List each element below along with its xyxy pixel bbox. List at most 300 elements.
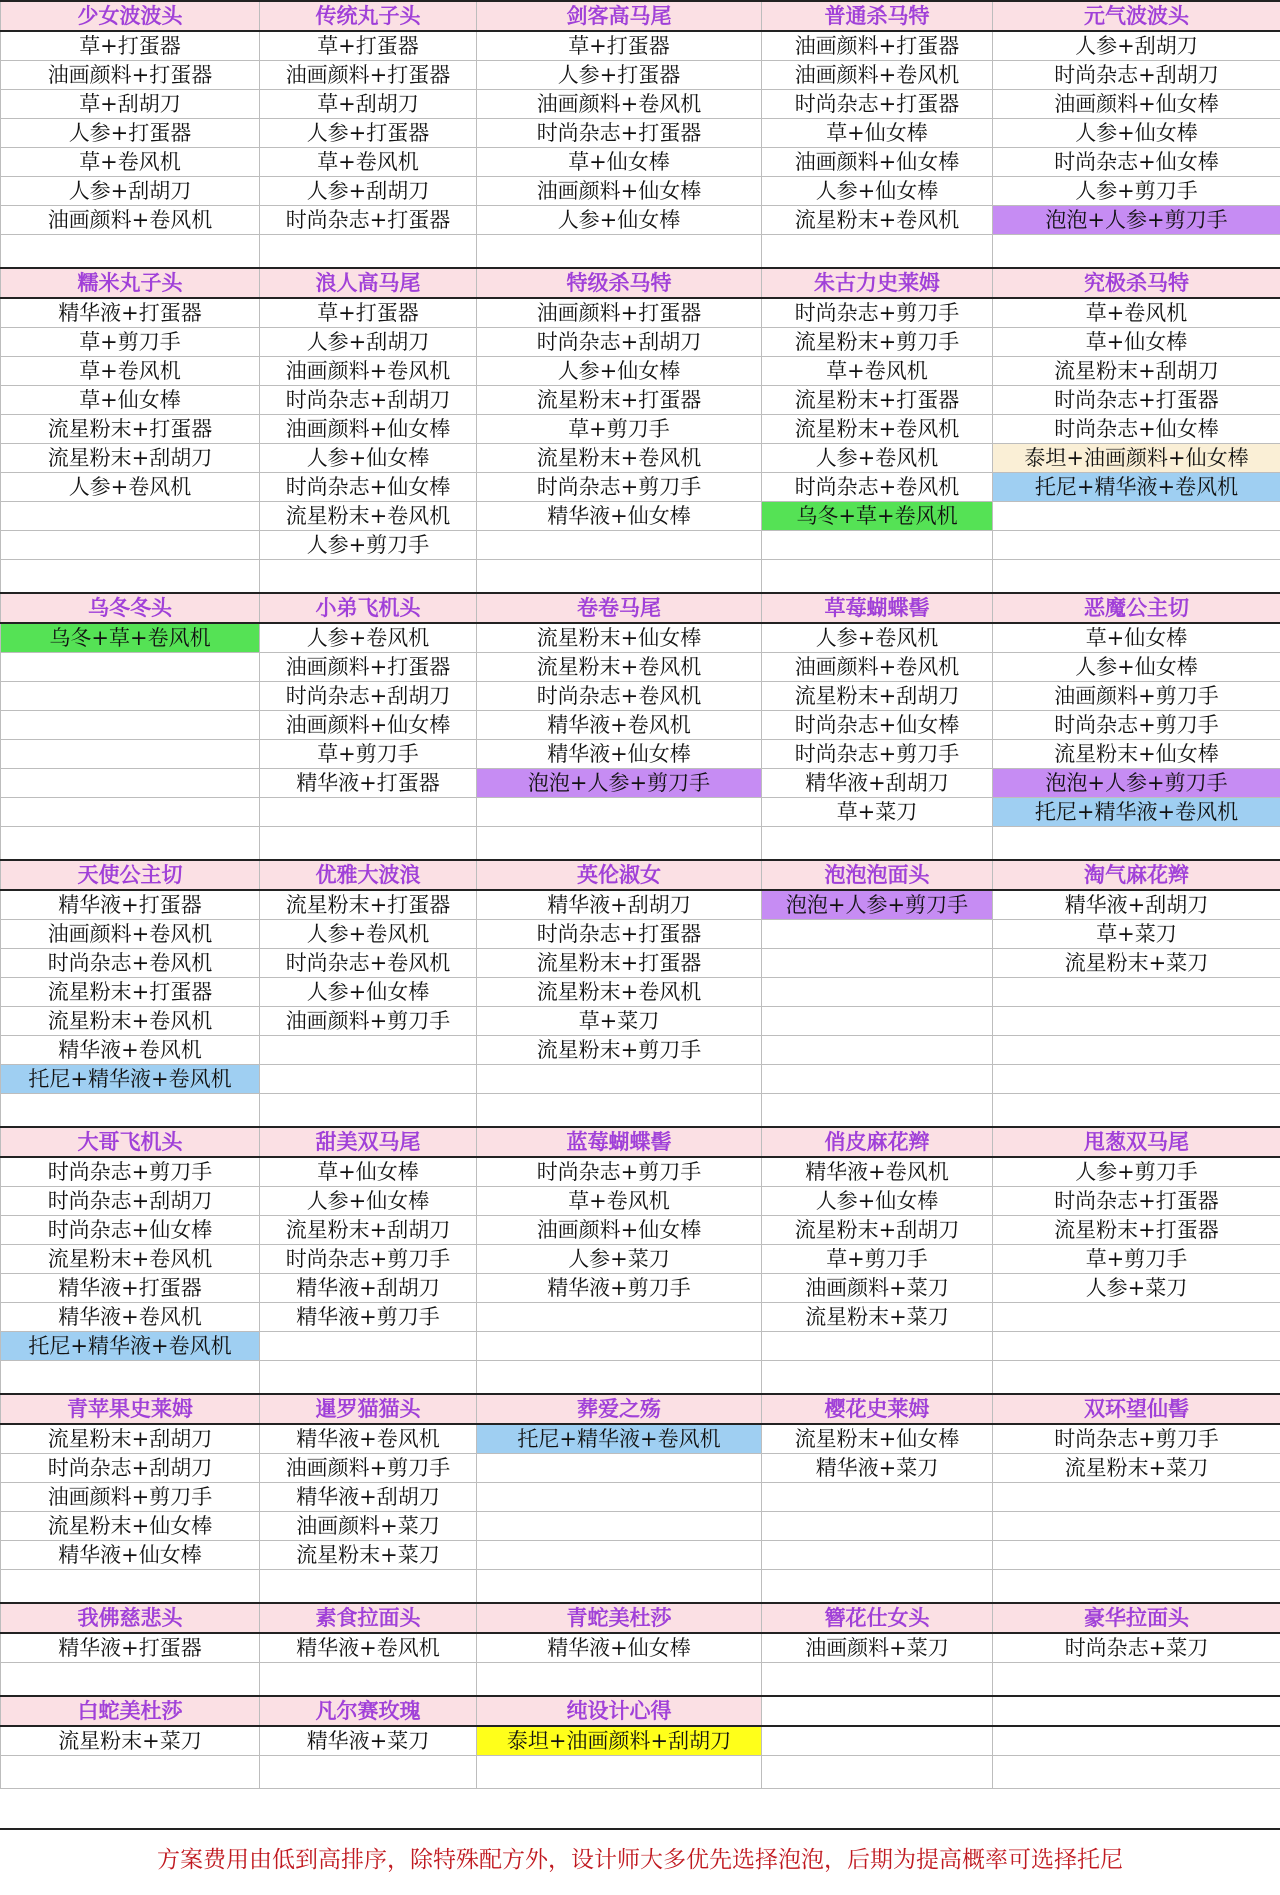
recipe-cell: 草+打蛋器: [260, 31, 477, 61]
recipe-cell: 精华液+打蛋器: [1, 1274, 260, 1303]
recipe-cell: 流星粉末+刮胡刀: [993, 357, 1280, 386]
recipe-cell: 草+仙女棒: [762, 119, 993, 148]
empty-cell: [260, 798, 477, 827]
empty-cell: [1, 560, 260, 594]
recipe-row: [1, 502, 1280, 531]
empty-cell: [762, 978, 993, 1007]
empty-cell: [260, 560, 477, 594]
recipe-cell: 精华液+仙女棒: [477, 740, 762, 769]
recipe-cell: 流星粉末+打蛋器: [477, 949, 762, 978]
empty-cell: [993, 1663, 1280, 1697]
empty-cell: [1, 1570, 260, 1604]
recipe-cell: 草+仙女棒: [993, 328, 1280, 357]
recipe-cell: 草+仙女棒: [260, 1157, 477, 1187]
recipe-cell: 人参+仙女棒: [260, 444, 477, 473]
recipe-cell: 人参+仙女棒: [762, 177, 993, 206]
empty-cell: [762, 560, 993, 594]
hairstyle-name: [993, 1696, 1280, 1726]
header-row: [1, 1603, 1280, 1633]
empty-cell: [762, 531, 993, 560]
recipe-cell: 人参+仙女棒: [477, 357, 762, 386]
recipe-cell: 草+剪刀手: [762, 1245, 993, 1274]
header-row: [1, 1, 1280, 31]
empty-cell: [477, 1094, 762, 1128]
empty-cell: [477, 1454, 762, 1483]
recipe-cell: 精华液+打蛋器: [1, 298, 260, 328]
recipe-cell: 流星粉末+仙女棒: [993, 740, 1280, 769]
recipe-cell: 流星粉末+菜刀: [762, 1303, 993, 1332]
recipe-cell: 草+剪刀手: [477, 415, 762, 444]
hairstyle-name: 卷卷马尾: [477, 593, 762, 623]
empty-cell: [762, 1570, 993, 1604]
recipe-row: [1, 415, 1280, 444]
hairstyle-name: 糯米丸子头: [1, 268, 260, 298]
recipe-cell: 流星粉末+仙女棒: [1, 1512, 260, 1541]
recipe-cell: 油画颜料+菜刀: [260, 1512, 477, 1541]
recipe-row: [1, 1541, 1280, 1570]
recipe-row: [1, 444, 1280, 473]
empty-cell: [762, 1007, 993, 1036]
recipe-cell: 时尚杂志+菜刀: [993, 1633, 1280, 1663]
empty-cell: [477, 560, 762, 594]
empty-cell: [1, 798, 260, 827]
empty-cell: [762, 1663, 993, 1697]
empty-cell: [993, 1332, 1280, 1361]
hairstyle-name: 优雅大波浪: [260, 860, 477, 890]
recipe-cell: 精华液+仙女棒: [477, 502, 762, 531]
recipe-cell: 人参+仙女棒: [762, 1187, 993, 1216]
recipe-cell: 草+打蛋器: [260, 298, 477, 328]
hairstyle-name: 浪人高马尾: [260, 268, 477, 298]
recipe-cell: 时尚杂志+打蛋器: [260, 206, 477, 235]
recipe-row: [1, 1065, 1280, 1094]
recipe-cell: 时尚杂志+剪刀手: [477, 473, 762, 502]
empty-cell: [762, 1065, 993, 1094]
hairstyle-name: 英伦淑女: [477, 860, 762, 890]
recipe-cell: 人参+卷风机: [260, 920, 477, 949]
recipe-cell: 油画颜料+卷风机: [1, 206, 260, 235]
recipe-cell: 草+菜刀: [762, 798, 993, 827]
hairstyle-name: 青蛇美杜莎: [477, 1603, 762, 1633]
recipe-row: [1, 90, 1280, 119]
empty-cell: [1, 827, 260, 861]
recipe-cell: 油画颜料+卷风机: [762, 61, 993, 90]
recipe-cell: 时尚杂志+打蛋器: [477, 119, 762, 148]
recipe-cell: 流星粉末+刮胡刀: [260, 1216, 477, 1245]
hairstyle-name: 纯设计心得: [477, 1696, 762, 1726]
hairstyle-name: 特级杀马特: [477, 268, 762, 298]
hairstyle-name: 凡尔赛玫瑰: [260, 1696, 477, 1726]
hairstyle-name: 双环望仙髻: [993, 1394, 1280, 1424]
recipe-row: [1, 740, 1280, 769]
recipe-row: [1, 1187, 1280, 1216]
recipe-row: [1, 798, 1280, 827]
recipe-row: [1, 386, 1280, 415]
hairstyle-name: 草莓蝴蝶髻: [762, 593, 993, 623]
empty-cell: [477, 1361, 762, 1395]
recipe-cell: 人参+仙女棒: [993, 653, 1280, 682]
recipe-cell: 油画颜料+打蛋器: [260, 653, 477, 682]
hairstyle-name: 甜美双马尾: [260, 1127, 477, 1157]
recipe-cell: 时尚杂志+刮胡刀: [1, 1187, 260, 1216]
hairstyle-name: 俏皮麻花辫: [762, 1127, 993, 1157]
recipe-cell: 草+仙女棒: [1, 386, 260, 415]
empty-cell: [1, 531, 260, 560]
recipe-row: [1, 148, 1280, 177]
recipe-cell: 油画颜料+卷风机: [762, 653, 993, 682]
recipe-row: [1, 357, 1280, 386]
recipe-cell: 时尚杂志+剪刀手: [477, 1157, 762, 1187]
hairstyle-name: 恶魔公主切: [993, 593, 1280, 623]
recipe-row: [1, 61, 1280, 90]
recipe-cell: 时尚杂志+剪刀手: [260, 1245, 477, 1274]
recipe-row: [1, 682, 1280, 711]
recipe-cell: 精华液+剪刀手: [477, 1274, 762, 1303]
empty-cell: [1, 502, 260, 531]
recipe-cell: 草+卷风机: [1, 148, 260, 177]
recipe-cell: 草+菜刀: [993, 920, 1280, 949]
recipe-cell: 人参+仙女棒: [260, 1187, 477, 1216]
recipe-cell: 精华液+菜刀: [260, 1726, 477, 1756]
empty-cell: [762, 1094, 993, 1128]
hairstyle-name: 天使公主切: [1, 860, 260, 890]
recipe-cell: 人参+剪刀手: [993, 1157, 1280, 1187]
empty-cell: [260, 1756, 477, 1789]
recipe-cell: 人参+卷风机: [260, 623, 477, 653]
recipe-cell: 草+卷风机: [993, 298, 1280, 328]
recipe-cell: 人参+卷风机: [762, 444, 993, 473]
empty-cell: [477, 1303, 762, 1332]
recipe-cell: 流星粉末+卷风机: [477, 978, 762, 1007]
recipe-row: [1, 1036, 1280, 1065]
recipe-cell: 人参+打蛋器: [477, 61, 762, 90]
recipe-cell: 油画颜料+剪刀手: [1, 1483, 260, 1512]
recipe-cell: 精华液+剪刀手: [260, 1303, 477, 1332]
empty-cell: [762, 1512, 993, 1541]
recipe-row: [1, 119, 1280, 148]
recipe-cell: 草+剪刀手: [260, 740, 477, 769]
hairstyle-name: 甩葱双马尾: [993, 1127, 1280, 1157]
recipe-cell: 流星粉末+仙女棒: [762, 1424, 993, 1454]
recipe-cell: 流星粉末+卷风机: [762, 206, 993, 235]
recipe-cell: 油画颜料+仙女棒: [260, 415, 477, 444]
recipe-cell: 泡泡+人参+剪刀手: [762, 890, 993, 920]
recipe-cell: 草+打蛋器: [477, 31, 762, 61]
hairstyle-name: 素食拉面头: [260, 1603, 477, 1633]
recipe-cell: 人参+打蛋器: [1, 119, 260, 148]
recipe-cell: 托尼+精华液+卷风机: [477, 1424, 762, 1454]
empty-cell: [762, 235, 993, 269]
recipe-cell: 精华液+刮胡刀: [260, 1483, 477, 1512]
recipe-cell: 流星粉末+卷风机: [477, 653, 762, 682]
recipe-cell: 精华液+卷风机: [260, 1633, 477, 1663]
recipe-cell: 精华液+卷风机: [260, 1424, 477, 1454]
recipe-row: [1, 206, 1280, 235]
empty-cell: [260, 1036, 477, 1065]
hairstyle-name: 剑客高马尾: [477, 1, 762, 31]
recipe-row: [1, 1216, 1280, 1245]
recipe-row: [1, 1245, 1280, 1274]
empty-cell: [762, 1541, 993, 1570]
recipe-cell: 精华液+刮胡刀: [477, 890, 762, 920]
recipe-cell: 时尚杂志+仙女棒: [1, 1216, 260, 1245]
empty-cell: [260, 1361, 477, 1395]
hairstyle-name: 葬爱之殇: [477, 1394, 762, 1424]
recipe-row: [1, 1274, 1280, 1303]
recipe-row: [1, 1157, 1280, 1187]
recipe-row: [1, 1303, 1280, 1332]
spacer-row: [1, 1361, 1280, 1395]
recipe-cell: 人参+打蛋器: [260, 119, 477, 148]
recipe-cell: 人参+菜刀: [993, 1274, 1280, 1303]
recipe-cell: 泡泡+人参+剪刀手: [993, 206, 1280, 235]
recipe-cell: 泡泡+人参+剪刀手: [477, 769, 762, 798]
recipe-cell: 流星粉末+菜刀: [993, 949, 1280, 978]
header-row: [1, 860, 1280, 890]
recipe-cell: 时尚杂志+打蛋器: [993, 386, 1280, 415]
recipe-cell: 流星粉末+刮胡刀: [1, 444, 260, 473]
recipe-cell: 油画颜料+打蛋器: [1, 61, 260, 90]
recipe-cell: 流星粉末+菜刀: [260, 1541, 477, 1570]
recipe-cell: 时尚杂志+刮胡刀: [1, 1454, 260, 1483]
empty-cell: [260, 1332, 477, 1361]
hairstyle-name: 普通杀马特: [762, 1, 993, 31]
recipe-cell: 流星粉末+菜刀: [1, 1726, 260, 1756]
recipe-row: [1, 473, 1280, 502]
recipe-row: [1, 1633, 1280, 1663]
empty-cell: [762, 1361, 993, 1395]
empty-cell: [993, 502, 1280, 531]
recipe-cell: 托尼+精华液+卷风机: [1, 1065, 260, 1094]
recipe-cell: 流星粉末+剪刀手: [762, 328, 993, 357]
recipe-cell: 精华液+刮胡刀: [993, 890, 1280, 920]
recipe-row: [1, 328, 1280, 357]
recipe-cell: 流星粉末+仙女棒: [477, 623, 762, 653]
hairstyle-name: 樱花史莱姆: [762, 1394, 993, 1424]
recipe-cell: 油画颜料+仙女棒: [260, 711, 477, 740]
recipe-row: [1, 653, 1280, 682]
empty-cell: [993, 827, 1280, 861]
recipe-cell: 流星粉末+刮胡刀: [762, 1216, 993, 1245]
empty-cell: [477, 1332, 762, 1361]
empty-cell: [1, 711, 260, 740]
spacer-row: [1, 560, 1280, 594]
empty-cell: [1, 235, 260, 269]
hairstyle-name: 少女波波头: [1, 1, 260, 31]
empty-cell: [477, 1663, 762, 1697]
recipe-row: [1, 711, 1280, 740]
recipe-row: [1, 1332, 1280, 1361]
recipe-cell: 流星粉末+卷风机: [762, 415, 993, 444]
empty-cell: [993, 1065, 1280, 1094]
hairstyle-name: 传统丸子头: [260, 1, 477, 31]
empty-cell: [1, 740, 260, 769]
empty-cell: [477, 1756, 762, 1789]
recipe-cell: 人参+菜刀: [477, 1245, 762, 1274]
empty-cell: [993, 1570, 1280, 1604]
recipe-cell: 精华液+菜刀: [762, 1454, 993, 1483]
empty-cell: [477, 235, 762, 269]
recipe-cell: 时尚杂志+刮胡刀: [260, 682, 477, 711]
empty-cell: [477, 1483, 762, 1512]
spacer-row: [1, 235, 1280, 269]
recipe-row: [1, 769, 1280, 798]
recipe-cell: 油画颜料+剪刀手: [260, 1454, 477, 1483]
recipe-cell: 乌冬+草+卷风机: [762, 502, 993, 531]
recipe-cell: 人参+刮胡刀: [260, 328, 477, 357]
recipe-cell: 精华液+卷风机: [477, 711, 762, 740]
recipe-cell: 精华液+卷风机: [762, 1157, 993, 1187]
recipe-row: [1, 531, 1280, 560]
recipe-cell: 草+卷风机: [260, 148, 477, 177]
empty-cell: [993, 531, 1280, 560]
recipe-row: [1, 920, 1280, 949]
recipe-cell: 人参+剪刀手: [993, 177, 1280, 206]
empty-cell: [993, 1303, 1280, 1332]
recipe-cell: 草+菜刀: [477, 1007, 762, 1036]
recipe-cell: 时尚杂志+剪刀手: [762, 740, 993, 769]
recipe-cell: 精华液+仙女棒: [1, 1541, 260, 1570]
recipe-cell: 流星粉末+菜刀: [993, 1454, 1280, 1483]
recipe-cell: 时尚杂志+卷风机: [762, 473, 993, 502]
recipe-cell: 时尚杂志+打蛋器: [993, 1187, 1280, 1216]
empty-cell: [993, 1036, 1280, 1065]
spacer-row: [1, 827, 1280, 861]
recipe-cell: 草+卷风机: [762, 357, 993, 386]
recipe-cell: 乌冬+草+卷风机: [1, 623, 260, 653]
empty-cell: [762, 949, 993, 978]
spacer-row: [1, 1663, 1280, 1697]
header-row: [1, 1127, 1280, 1157]
hairstyle-name: 淘气麻花辫: [993, 860, 1280, 890]
hairstyle-name: 蓝莓蝴蝶髻: [477, 1127, 762, 1157]
recipe-cell: 流星粉末+打蛋器: [762, 386, 993, 415]
recipe-cell: 流星粉末+卷风机: [477, 444, 762, 473]
recipe-cell: 流星粉末+刮胡刀: [762, 682, 993, 711]
hairstyle-name: 簪花仕女头: [762, 1603, 993, 1633]
empty-cell: [477, 1512, 762, 1541]
empty-cell: [1, 1361, 260, 1395]
hairstyle-name: 究极杀马特: [993, 268, 1280, 298]
recipe-cell: 精华液+打蛋器: [1, 1633, 260, 1663]
recipe-cell: 人参+仙女棒: [477, 206, 762, 235]
hairstyle-name: 大哥飞机头: [1, 1127, 260, 1157]
recipe-cell: 人参+剪刀手: [260, 531, 477, 560]
recipe-cell: 油画颜料+打蛋器: [477, 298, 762, 328]
recipe-cell: 时尚杂志+剪刀手: [993, 1424, 1280, 1454]
empty-cell: [1, 1756, 260, 1789]
empty-cell: [260, 1570, 477, 1604]
recipe-cell: 草+剪刀手: [993, 1245, 1280, 1274]
recipe-cell: 托尼+精华液+卷风机: [1, 1332, 260, 1361]
hairstyle-name: 暹罗猫猫头: [260, 1394, 477, 1424]
empty-cell: [1, 682, 260, 711]
recipe-cell: 精华液+刮胡刀: [762, 769, 993, 798]
empty-cell: [993, 1094, 1280, 1128]
recipe-row: [1, 1726, 1280, 1756]
empty-cell: [477, 798, 762, 827]
recipe-cell: 油画颜料+卷风机: [1, 920, 260, 949]
spacer-row: [1, 1756, 1280, 1789]
recipe-cell: 人参+卷风机: [1, 473, 260, 502]
recipe-cell: 时尚杂志+仙女棒: [762, 711, 993, 740]
recipe-cell: 油画颜料+菜刀: [762, 1633, 993, 1663]
empty-cell: [993, 978, 1280, 1007]
recipe-cell: 油画颜料+剪刀手: [993, 682, 1280, 711]
recipe-cell: 流星粉末+打蛋器: [260, 890, 477, 920]
empty-cell: [993, 1007, 1280, 1036]
recipe-row: [1, 623, 1280, 653]
hairstyle-name: 白蛇美杜莎: [1, 1696, 260, 1726]
recipe-cell: 流星粉末+剪刀手: [477, 1036, 762, 1065]
recipe-row: [1, 1483, 1280, 1512]
empty-cell: [1, 769, 260, 798]
recipe-row: [1, 298, 1280, 328]
recipe-cell: 草+仙女棒: [993, 623, 1280, 653]
recipe-cell: 泰坦+油画颜料+刮胡刀: [477, 1726, 762, 1756]
empty-cell: [477, 1065, 762, 1094]
hairstyle-name: 泡泡泡面头: [762, 860, 993, 890]
empty-cell: [762, 1332, 993, 1361]
recipe-cell: 时尚杂志+剪刀手: [993, 711, 1280, 740]
empty-cell: [260, 1065, 477, 1094]
recipe-cell: 草+卷风机: [1, 357, 260, 386]
empty-cell: [993, 1512, 1280, 1541]
recipe-cell: 流星粉末+打蛋器: [993, 1216, 1280, 1245]
header-row: [1, 1696, 1280, 1726]
recipe-cell: 时尚杂志+卷风机: [477, 682, 762, 711]
empty-cell: [260, 827, 477, 861]
recipe-cell: 油画颜料+打蛋器: [762, 31, 993, 61]
recipe-cell: 时尚杂志+仙女棒: [260, 473, 477, 502]
hairstyle-name: 乌冬冬头: [1, 593, 260, 623]
recipe-cell: 草+打蛋器: [1, 31, 260, 61]
recipe-cell: 流星粉末+卷风机: [1, 1245, 260, 1274]
recipe-cell: 时尚杂志+刮胡刀: [260, 386, 477, 415]
recipe-cell: 精华液+仙女棒: [477, 1633, 762, 1663]
empty-cell: [477, 1570, 762, 1604]
recipe-cell: 泡泡+人参+剪刀手: [993, 769, 1280, 798]
empty-cell: [762, 1726, 993, 1756]
spacer-row: [1, 1094, 1280, 1128]
recipe-cell: 时尚杂志+剪刀手: [1, 1157, 260, 1187]
recipe-row: [1, 890, 1280, 920]
empty-cell: [762, 1483, 993, 1512]
empty-cell: [993, 1756, 1280, 1789]
recipe-cell: 时尚杂志+卷风机: [260, 949, 477, 978]
recipe-row: [1, 1424, 1280, 1454]
recipe-row: [1, 177, 1280, 206]
recipe-cell: 人参+刮胡刀: [1, 177, 260, 206]
empty-cell: [1, 1663, 260, 1697]
recipe-cell: 精华液+刮胡刀: [260, 1274, 477, 1303]
spacer-row: [1, 1570, 1280, 1604]
recipe-cell: 时尚杂志+卷风机: [1, 949, 260, 978]
recipe-cell: 流星粉末+打蛋器: [477, 386, 762, 415]
hairstyle-name: 豪华拉面头: [993, 1603, 1280, 1633]
recipe-cell: 时尚杂志+刮胡刀: [477, 328, 762, 357]
recipe-cell: 流星粉末+刮胡刀: [1, 1424, 260, 1454]
recipe-cell: 人参+仙女棒: [993, 119, 1280, 148]
header-row: [1, 593, 1280, 623]
hairstyle-name: 青苹果史莱姆: [1, 1394, 260, 1424]
recipe-row: [1, 978, 1280, 1007]
recipe-cell: 时尚杂志+刮胡刀: [993, 61, 1280, 90]
recipe-cell: 精华液+打蛋器: [1, 890, 260, 920]
empty-cell: [260, 235, 477, 269]
recipe-cell: 油画颜料+卷风机: [260, 357, 477, 386]
recipe-cell: 托尼+精华液+卷风机: [993, 473, 1280, 502]
